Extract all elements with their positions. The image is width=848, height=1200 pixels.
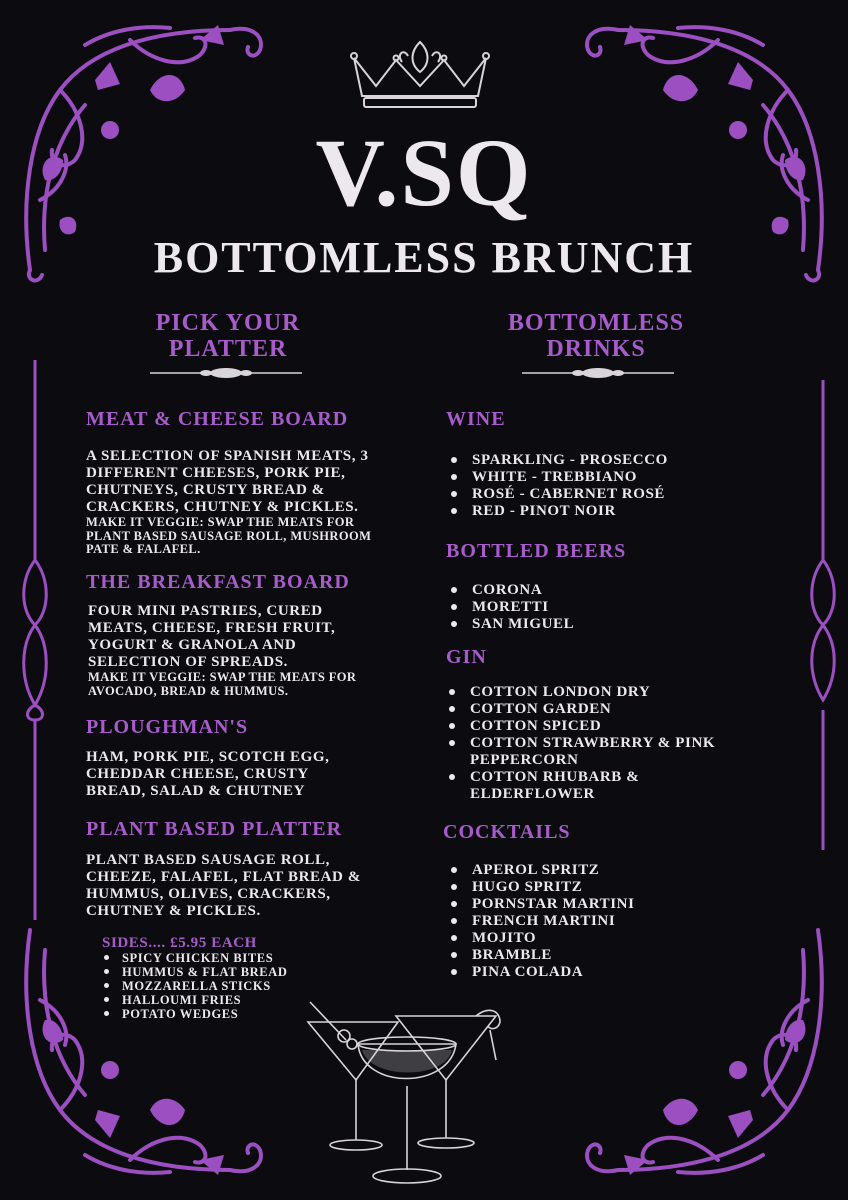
desc-line: CHEDDAR CHEESE, CRUSTY [86, 766, 309, 782]
section-title-plant-based: PLANT BASED PLATTER [86, 818, 343, 840]
list-item: COTTON SPICED [444, 718, 744, 735]
list-item: COTTON STRAWBERRY & PINK PEPPERCORN [444, 735, 744, 769]
desc-line: YOGURT & GRANOLA AND [88, 637, 297, 653]
sides-title: SIDES.... £5.95 EACH [102, 935, 257, 951]
list-item: SAN MIGUEL [446, 616, 776, 633]
left-heading-line2: PLATTER [168, 336, 288, 362]
beer-list [446, 582, 776, 633]
desc-line: PLANT BASED SAUSAGE ROLL, [86, 852, 330, 868]
desc-line: FOUR MINI PASTRIES, CURED [88, 603, 323, 619]
section-title-ploughmans: PLOUGHMAN'S [86, 716, 249, 738]
section-title-cocktails: COCKTAILS [443, 821, 571, 843]
wine-list [446, 452, 776, 520]
list-item: SPICY CHICKEN BITES [100, 951, 360, 965]
list-item: MORETTI [446, 599, 776, 616]
list-item: RED - PINOT NOIR [446, 503, 776, 520]
divider-right-icon [522, 366, 674, 380]
desc-line: DIFFERENT CHEESES, PORK PIE, [86, 465, 346, 481]
desc-line: CHUTNEYS, CRUSTY BREAD & [86, 482, 325, 498]
list-item: HALLOUMI FRIES [100, 993, 360, 1007]
right-heading-line2: DRINKS [546, 336, 646, 362]
plant-based-description [86, 852, 416, 920]
veggie-note: PATE & FALAFEL. [86, 542, 201, 556]
desc-line: CHUTNEY & PICKLES. [86, 903, 261, 919]
crown-icon [346, 38, 494, 110]
section-title-bottled-beers: BOTTLED BEERS [446, 540, 627, 562]
page-subtitle: BOTTOMLESS BRUNCH [153, 233, 695, 282]
section-title-meat-cheese: MEAT & CHEESE BOARD [86, 408, 349, 430]
desc-line: CRACKERS, CHUTNEY & PICKLES. [86, 499, 359, 515]
section-title-gin: GIN [446, 646, 487, 668]
list-item: COTTON RHUBARB & ELDERFLOWER [444, 769, 670, 803]
list-item: PORNSTAR MARTINI [446, 896, 746, 913]
list-item: HUGO SPRITZ [446, 879, 746, 896]
left-column-heading [118, 310, 338, 362]
divider-left-icon [150, 366, 302, 380]
desc-line: HAM, PORK PIE, SCOTCH EGG, [86, 749, 330, 765]
list-item: WHITE - TREBBIANO [446, 469, 776, 486]
list-item: CORONA [446, 582, 776, 599]
ornament-right-side-icon [808, 380, 838, 850]
right-heading-line1: BOTTOMLESS [507, 310, 685, 336]
desc-line: BREAD, SALAD & CHUTNEY [86, 783, 306, 799]
list-item: SPARKLING - PROSECCO [446, 452, 776, 469]
desc-line: MEATS, CHEESE, FRESH FRUIT, [88, 620, 336, 636]
desc-line: A SELECTION OF SPANISH MEATS, 3 [86, 448, 369, 464]
meat-cheese-description [86, 448, 416, 557]
veggie-note: MAKE IT VEGGIE: SWAP THE MEATS FOR [86, 515, 355, 529]
section-title-wine: WINE [446, 408, 506, 430]
list-item: MOZZARELLA STICKS [100, 979, 360, 993]
right-column-heading [486, 310, 706, 362]
list-item: FRENCH MARTINI [446, 913, 746, 930]
veggie-note: AVOCADO, BREAD & HUMMUS. [88, 683, 289, 698]
breakfast-board-description [88, 603, 418, 698]
logo-title: V.SQ [315, 119, 533, 226]
left-heading-line1: PICK YOUR [155, 310, 301, 336]
cocktail-glasses-illustration [300, 1000, 530, 1190]
desc-line: CHEEZE, FALAFEL, FLAT BREAD & [86, 869, 361, 885]
list-item: COTTON GARDEN [444, 701, 744, 718]
ornament-left-side-icon [20, 360, 50, 920]
section-title-breakfast-board: THE BREAKFAST BOARD [86, 571, 350, 593]
list-item: COTTON LONDON DRY [444, 684, 744, 701]
list-item: MOJITO [446, 930, 746, 947]
list-item: PINA COLADA [446, 964, 746, 981]
list-item: BRAMBLE [446, 947, 746, 964]
list-item: APEROL SPRITZ [446, 862, 746, 879]
ploughmans-description [86, 749, 416, 800]
list-item: ROSÉ - CABERNET ROSÉ [446, 486, 776, 503]
cocktail-list [446, 862, 746, 981]
veggie-note: MAKE IT VEGGIE: SWAP THE MEATS FOR [88, 670, 357, 684]
list-item: HUMMUS & FLAT BREAD [100, 965, 360, 979]
gin-list [444, 684, 744, 803]
veggie-note: PLANT BASED SAUSAGE ROLL, MUSHROOM [86, 528, 372, 543]
desc-line: SELECTION OF SPREADS. [88, 654, 289, 670]
list-item: POTATO WEDGES [100, 1007, 360, 1021]
desc-line: HUMMUS, OLIVES, CRACKERS, [86, 886, 331, 902]
